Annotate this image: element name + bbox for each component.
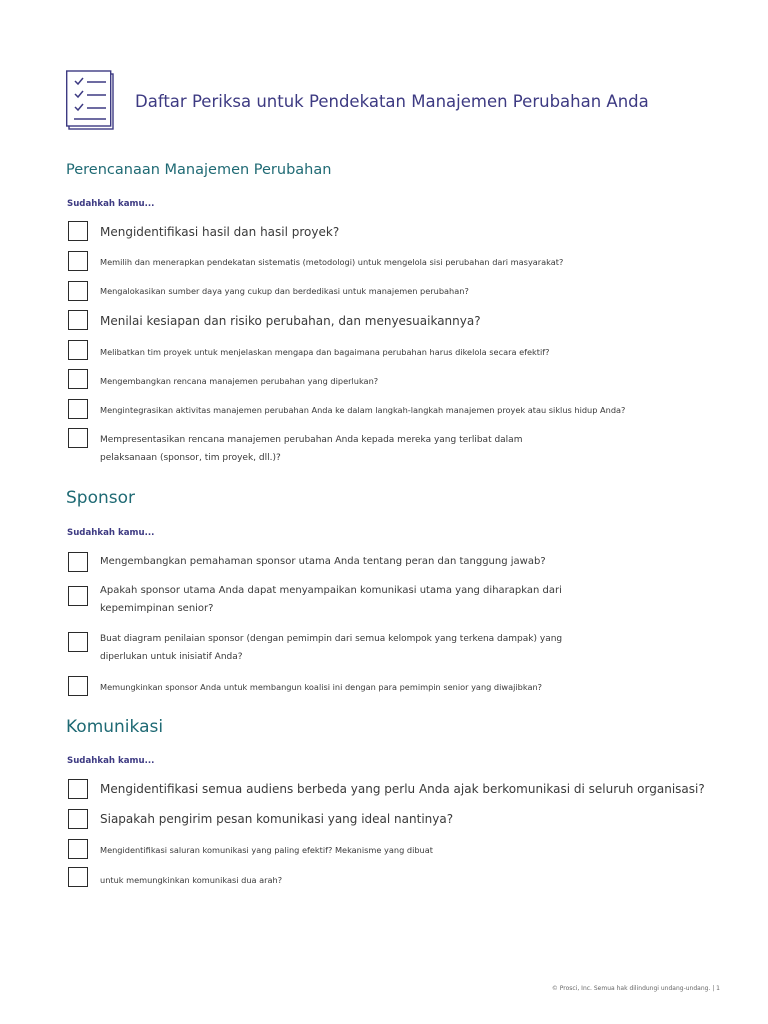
checklist-item: Mengalokasikan sumber daya yang cukup dan berdedikasi untuk manajemen perubahan?	[100, 286, 469, 296]
checklist-item	[100, 630, 562, 666]
checkbox[interactable]	[68, 251, 88, 271]
checklist-item: Mengidentifikasi hasil dan hasil proyek?	[100, 225, 340, 239]
checkbox[interactable]	[68, 586, 88, 606]
checklist-item: Menilai kesiapan dan risiko perubahan, dan menyesuaikannya?	[100, 314, 481, 328]
checklist-item	[100, 431, 522, 467]
checkbox[interactable]	[68, 310, 88, 330]
checklist-item: Siapakah pengirim pesan komunikasi yang ideal nantinya?	[100, 812, 454, 826]
checklist-item: Mengidentifikasi semua audiens berbeda yang perlu Anda ajak berkomunikasi di seluruh organisasi?	[100, 782, 705, 796]
checklist-item	[100, 582, 562, 618]
page-footer: © Prosci, Inc. Semua hak dilindungi undang-undang. | 1	[551, 985, 720, 992]
checkbox[interactable]	[68, 399, 88, 419]
checkbox[interactable]	[68, 676, 88, 696]
checkbox[interactable]	[68, 428, 88, 448]
checkbox[interactable]	[68, 369, 88, 389]
section-prompt: Sudahkah kamu...	[67, 528, 155, 538]
checklist-item-line: Mempresentasikan rencana manajemen perubahan Anda kepada mereka yang terlibat dalam	[100, 435, 523, 445]
checklist-item: Memungkinkan sponsor Anda untuk membangun koalisi ini dengan para pemimpin senior yang diwajibkan?	[100, 682, 543, 692]
section-prompt: Sudahkah kamu...	[67, 199, 155, 209]
checkbox[interactable]	[68, 779, 88, 799]
section-prompt: Sudahkah kamu...	[67, 756, 155, 766]
checklist-item-line: Buat diagram penilaian sponsor (dengan pemimpin dari semua kelompok yang terkena dampak) yang	[100, 634, 563, 644]
checklist-item: Memilih dan menerapkan pendekatan sistematis (metodologi) untuk mengelola sisi perubahan dari masyarakat?	[100, 257, 564, 267]
checkbox[interactable]	[68, 340, 88, 360]
checkbox[interactable]	[68, 839, 88, 859]
section-title-sponsor: Sponsor	[66, 488, 136, 508]
checklist-item-line: kepemimpinan senior?	[100, 603, 214, 614]
checkbox[interactable]	[68, 867, 88, 887]
checkbox[interactable]	[68, 809, 88, 829]
checklist-item-line: pelaksanaan (sponsor, tim proyek, dll.)?	[100, 453, 281, 463]
checklist-item-line: Apakah sponsor utama Anda dapat menyampaikan komunikasi utama yang diharapkan dari	[100, 585, 562, 596]
checklist-item-line: diperlukan untuk inisiatif Anda?	[100, 652, 243, 662]
checkbox[interactable]	[68, 552, 88, 572]
section-title-communication: Komunikasi	[66, 717, 164, 737]
checklist-item: Mengidentifikasi saluran komunikasi yang paling efektif? Mekanisme yang dibuat	[100, 845, 433, 855]
checklist-item: untuk memungkinkan komunikasi dua arah?	[100, 875, 283, 885]
checklist-icon	[66, 69, 116, 131]
checklist-item: Mengembangkan pemahaman sponsor utama Anda tentang peran dan tanggung jawab?	[100, 556, 546, 567]
checklist-item: Melibatkan tim proyek untuk menjelaskan mengapa dan bagaimana perubahan harus dikelola secara efektif?	[100, 347, 550, 357]
checkbox[interactable]	[68, 221, 88, 241]
section-title-planning: Perencanaan Manajemen Perubahan	[66, 162, 332, 178]
page-title: Daftar Periksa untuk Pendekatan Manajemen Perubahan Anda	[135, 92, 649, 111]
checklist-item: Mengintegrasikan aktivitas manajemen perubahan Anda ke dalam langkah-langkah manajemen proyek atau siklus hidup Anda?	[100, 405, 626, 415]
checkbox[interactable]	[68, 632, 88, 652]
checklist-item: Mengembangkan rencana manajemen perubahan yang diperlukan?	[100, 376, 379, 386]
checkbox[interactable]	[68, 281, 88, 301]
